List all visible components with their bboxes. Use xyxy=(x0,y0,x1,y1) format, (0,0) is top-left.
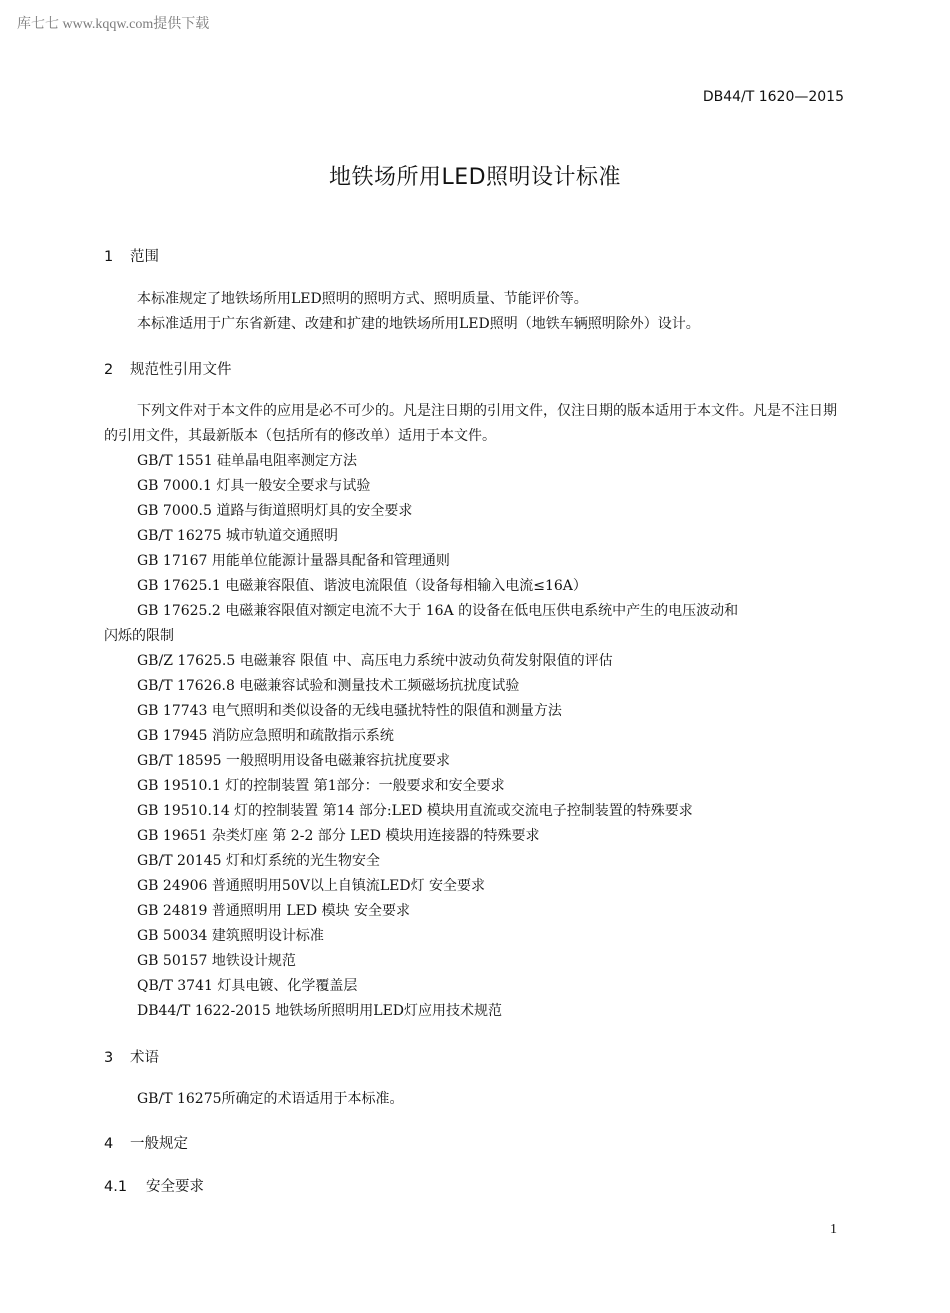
section-title: 一般规定 xyxy=(130,1136,188,1152)
section-title: 术语 xyxy=(130,1050,159,1066)
watermark: 库七七 www.kqqw.com提供下载 xyxy=(17,17,210,32)
section-number: 2 xyxy=(104,362,114,378)
reference-item: GB 17945 消防应急照明和疏散指示系统 xyxy=(137,728,394,744)
intro-paragraph: 下列文件对于本文件的应用是必不可少的。凡是注日期的引用文件，仅注日期的版本适用于本文件。凡是不注日期的引用文件，其最新版本（包括所有的修改单）适用于本文件。 xyxy=(104,403,837,444)
reference-item: GB/T 18595 一般照明用设备电磁兼容抗扰度要求 xyxy=(137,753,450,769)
section-title: 规范性引用文件 xyxy=(130,362,232,378)
subsection-4-1-heading xyxy=(104,1175,204,1196)
reference-item xyxy=(104,601,848,646)
reference-item: GB 24819 普通照明用 LED 模块 安全要求 xyxy=(137,903,410,919)
reference-item: GB/T 16275 城市轨道交通照明 xyxy=(137,528,338,544)
page-title: 地铁场所用LED照明设计标准 xyxy=(328,165,622,190)
reference-item: GB 17625.1 电磁兼容限值、谐波电流限值（设备每相输入电流≤16A） xyxy=(137,578,587,594)
reference-item: QB/T 3741 灯具电镀、化学覆盖层 xyxy=(137,978,358,994)
reference-item: DB44/T 1622-2015 地铁场所照明用LED灯应用技术规范 xyxy=(137,1003,503,1019)
section-title: 范围 xyxy=(130,249,159,265)
section-4-heading xyxy=(104,1132,188,1153)
reference-item: GB 19510.14 灯的控制装置 第14 部分:LED 模块用直流或交流电子控制装置的特殊要求 xyxy=(137,803,693,819)
reference-item: GB/T 20145 灯和灯系统的光生物安全 xyxy=(137,853,380,869)
page-number: 1 xyxy=(830,1222,837,1237)
reference-item: GB 19510.1 灯的控制装置 第1部分：一般要求和安全要求 xyxy=(137,778,505,794)
paragraph: GB/T 16275所确定的术语适用于本标准。 xyxy=(137,1091,404,1107)
document-code: DB44/T 1620—2015 xyxy=(702,89,844,105)
section-2-heading xyxy=(104,358,232,379)
subsection-title: 安全要求 xyxy=(146,1179,204,1195)
subsection-number: 4.1 xyxy=(104,1179,128,1195)
section-number: 4 xyxy=(104,1136,114,1152)
reference-item: GB 17167 用能单位能源计量器具配备和管理通则 xyxy=(137,553,450,569)
reference-item: GB/T 17626.8 电磁兼容试验和测量技术工频磁场抗扰度试验 xyxy=(137,678,520,694)
reference-item: GB 17743 电气照明和类似设备的无线电骚扰特性的限值和测量方法 xyxy=(137,703,562,719)
section-3-heading xyxy=(104,1046,159,1067)
paragraph: 本标准规定了地铁场所用LED照明的照明方式、照明质量、节能评价等。 xyxy=(137,291,588,307)
reference-item: GB 7000.5 道路与街道照明灯具的安全要求 xyxy=(137,503,413,519)
reference-text-continuation: 闪烁的限制 xyxy=(104,628,174,644)
reference-item: GB/T 1551 硅单晶电阻率测定方法 xyxy=(137,453,358,469)
reference-item: GB 7000.1 灯具一般安全要求与试验 xyxy=(137,478,371,494)
reference-item: GB 50034 建筑照明设计标准 xyxy=(137,928,324,944)
section-1-heading xyxy=(104,245,159,266)
reference-item: GB 19651 杂类灯座 第 2-2 部分 LED 模块用连接器的特殊要求 xyxy=(137,828,540,844)
reference-item: GB 50157 地铁设计规范 xyxy=(137,953,296,969)
paragraph: 本标准适用于广东省新建、改建和扩建的地铁场所用LED照明（地铁车辆照明除外）设计。 xyxy=(137,316,700,332)
section-number: 1 xyxy=(104,249,114,265)
reference-item: GB 24906 普通照明用50V以上自镇流LED灯 安全要求 xyxy=(137,878,486,894)
reference-text: GB 17625.2 电磁兼容限值对额定电流不大于 16A 的设备在低电压供电系统中产生的电压波动和 xyxy=(137,603,739,619)
section-number: 3 xyxy=(104,1050,114,1066)
reference-item: GB/Z 17625.5 电磁兼容 限值 中、高压电力系统中波动负荷发射限值的评估 xyxy=(137,653,613,669)
